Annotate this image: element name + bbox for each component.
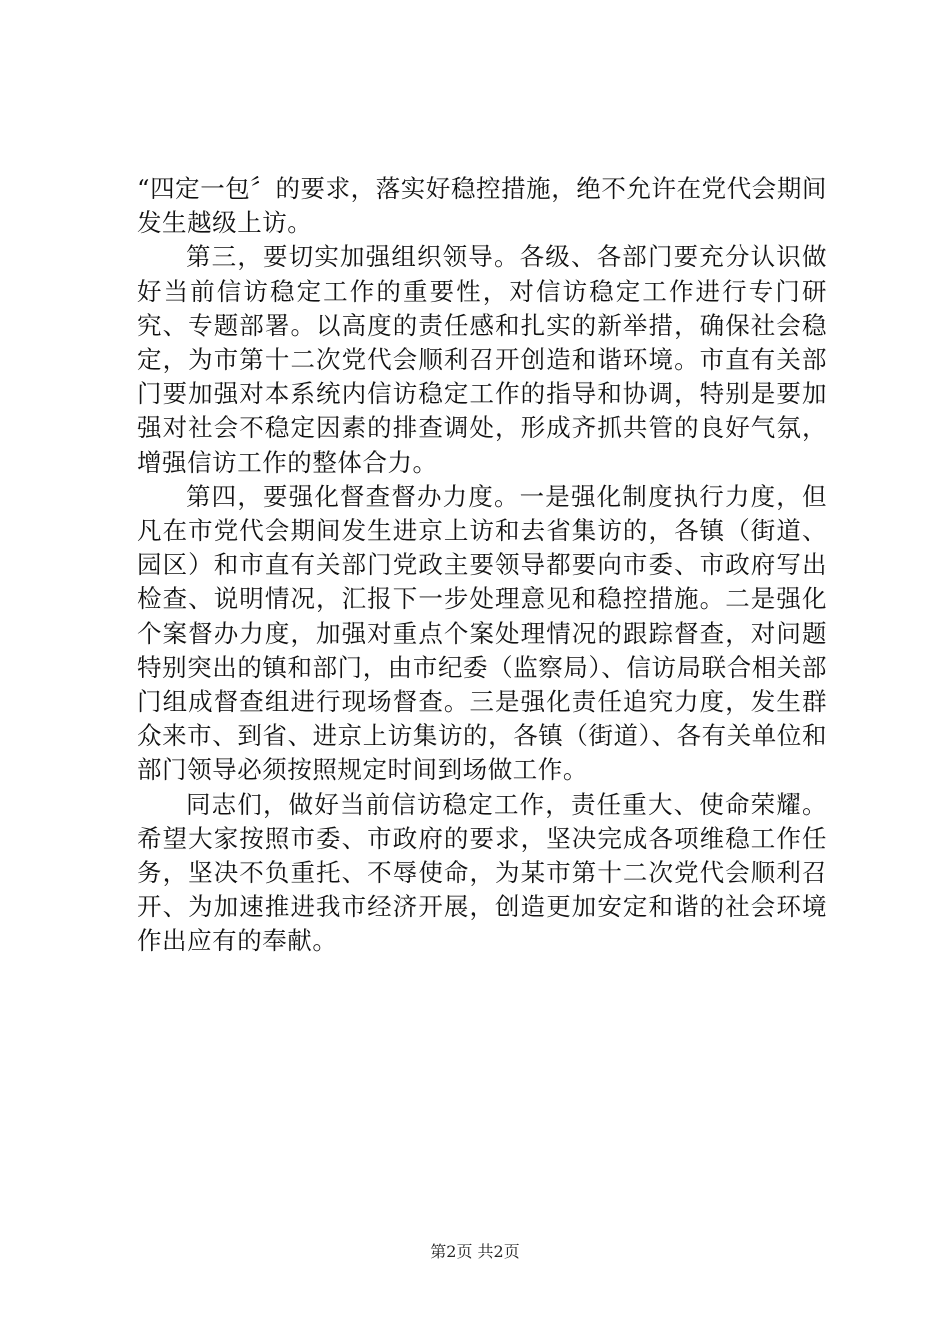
paragraph-continued: “四定一包〞的要求，落实好稳控措施，绝不允许在党代会期间发生越级上访。 bbox=[137, 174, 827, 238]
paragraph-closing: 同志们，做好当前信访稳定工作，责任重大、使命荣耀。希望大家按照市委、市政府的要求，坚决完成各项维稳工作任务，坚决不负重托、不辱使命，为某市第十二次党代会顺利召开、为加速推进我市经济开展，创造更加安定和谐的社会环境作出应有的奉献。 bbox=[137, 789, 827, 956]
paragraph-fourth-point: 第四，要强化督查督办力度。一是强化制度执行力度，但凡在市党代会期间发生进京上访和去省集访的，各镇（街道、园区）和市直有关部门党政主要领导都要向市委、市政府写出检查、说明情况，汇报下一步处理意见和稳控措施。二是强化个案督办力度，加强对重点个案处理情况的跟踪督查，对问题特别突出的镇和部门，由市纪委（监察局）、信访局联合相关部门组成督查组进行现场督查。三是强化责任追究力度，发生群众来市、到省、进京上访集访的，各镇（街道）、各有关单位和部门领导必须按照规定时间到场做工作。 bbox=[137, 481, 827, 785]
paragraph-third-point: 第三，要切实加强组织领导。各级、各部门要充分认识做好当前信访稳定工作的重要性，对信访稳定工作进行专门研究、专题部署。以高度的责任感和扎实的新举措，确保社会稳定，为市第十二次党代会顺利召开创造和谐环境。市直有关部门要加强对本系统内信访稳定工作的指导和协调，特别是要加强对社会不稳定因素的排查调处，形成齐抓共管的良好气氛，增强信访工作的整体合力。 bbox=[137, 242, 827, 477]
document-body bbox=[137, 172, 827, 959]
page-footer: 第2页 共2页 bbox=[430, 1242, 520, 1261]
